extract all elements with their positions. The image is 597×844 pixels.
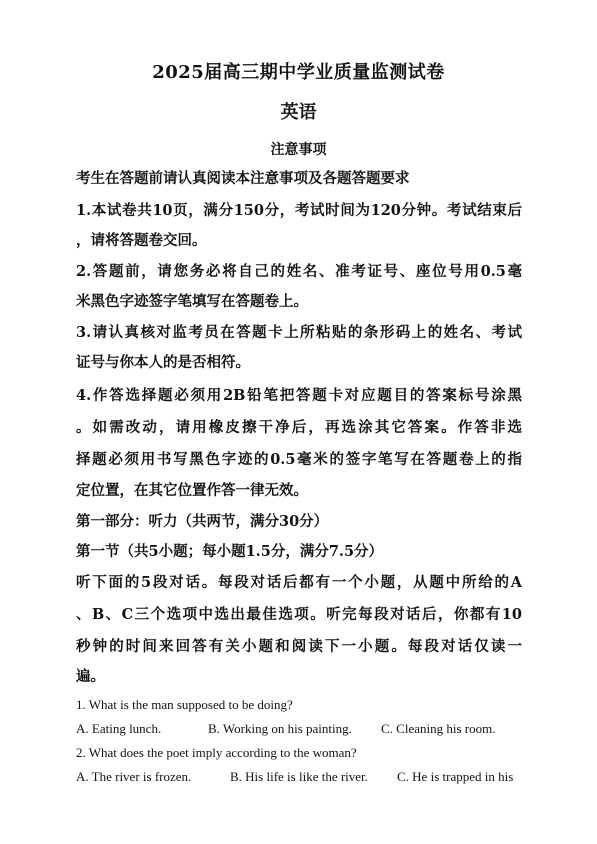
exam-title: 2025届高三期中学业质量监测试卷 <box>152 62 445 83</box>
directions-line-3: 秒钟的时间来回答有关小题和阅读下一小题。每段对话仅读一 <box>76 638 522 655</box>
instruction-item-4-line-4: 定位置，在其它位置作答一律无效。 <box>76 482 308 499</box>
instruction-item-3-line-1: 3.请认真核对监考员在答题卡上所粘贴的条形码上的姓名、考试 <box>76 324 522 341</box>
directions-line-2: 、B、C三个选项中选出最佳选项。听完每段对话后，你都有10 <box>76 606 522 623</box>
notice-heading: 注意事项 <box>270 142 327 158</box>
question-1-option-b: B. Working on his painting. <box>208 721 352 736</box>
instruction-item-3-line-2: 证号与你本人的是否相符。 <box>76 354 250 371</box>
question-2-options <box>76 768 522 786</box>
instruction-item-2-line-2: 米黑色字迹签字笔填写在答题卷上。 <box>76 293 308 310</box>
instruction-item-1-line-1: 1.本试卷共10页，满分150分，考试时间为120分钟。考试结束后 <box>76 202 522 219</box>
instruction-item-4-line-3: 择题必须用书写黑色字迹的0.5毫米的签字笔写在答题卷上的指 <box>76 451 522 468</box>
question-1-option-a: A. Eating lunch. <box>76 721 162 736</box>
part1-heading: 第一部分：听力（共两节，满分30分） <box>76 513 329 530</box>
question-1-option-c: C. Cleaning his room. <box>381 721 496 736</box>
question-2-option-b: B. His life is like the river. <box>230 769 368 784</box>
subject-title: 英语 <box>280 102 317 123</box>
instruction-item-4-line-2: 。如需改动，请用橡皮擦干净后，再选涂其它答案。作答非选 <box>76 419 522 436</box>
question-2-stem: 2. What does the poet imply according to the woman? <box>76 745 357 760</box>
instruction-item-4-line-1: 4.作答选择题必须用2B铅笔把答题卡对应题目的答案标号涂黑 <box>76 387 522 404</box>
section1-heading: 第一节（共5小题；每小题1.5分，满分7.5分） <box>76 543 384 560</box>
instructions-intro: 考生在答题前请认真阅读本注意事项及各题答题要求 <box>76 170 410 187</box>
question-2-option-a: A. The river is frozen. <box>76 769 192 784</box>
question-1-stem: 1. What is the man supposed to be doing? <box>76 697 293 712</box>
instruction-item-2-line-1: 2.答题前，请您务必将自己的姓名、准考证号、座位号用0.5毫 <box>76 263 522 280</box>
question-1-options <box>76 720 522 738</box>
directions-line-4: 遍。 <box>76 668 105 685</box>
instruction-item-1-line-2: ，请将答题卷交回。 <box>76 232 207 249</box>
question-2-option-c: C. He is trapped in his <box>397 769 514 784</box>
directions-line-1: 听下面的5段对话。每段对话后都有一个小题，从题中所给的A <box>76 574 522 591</box>
